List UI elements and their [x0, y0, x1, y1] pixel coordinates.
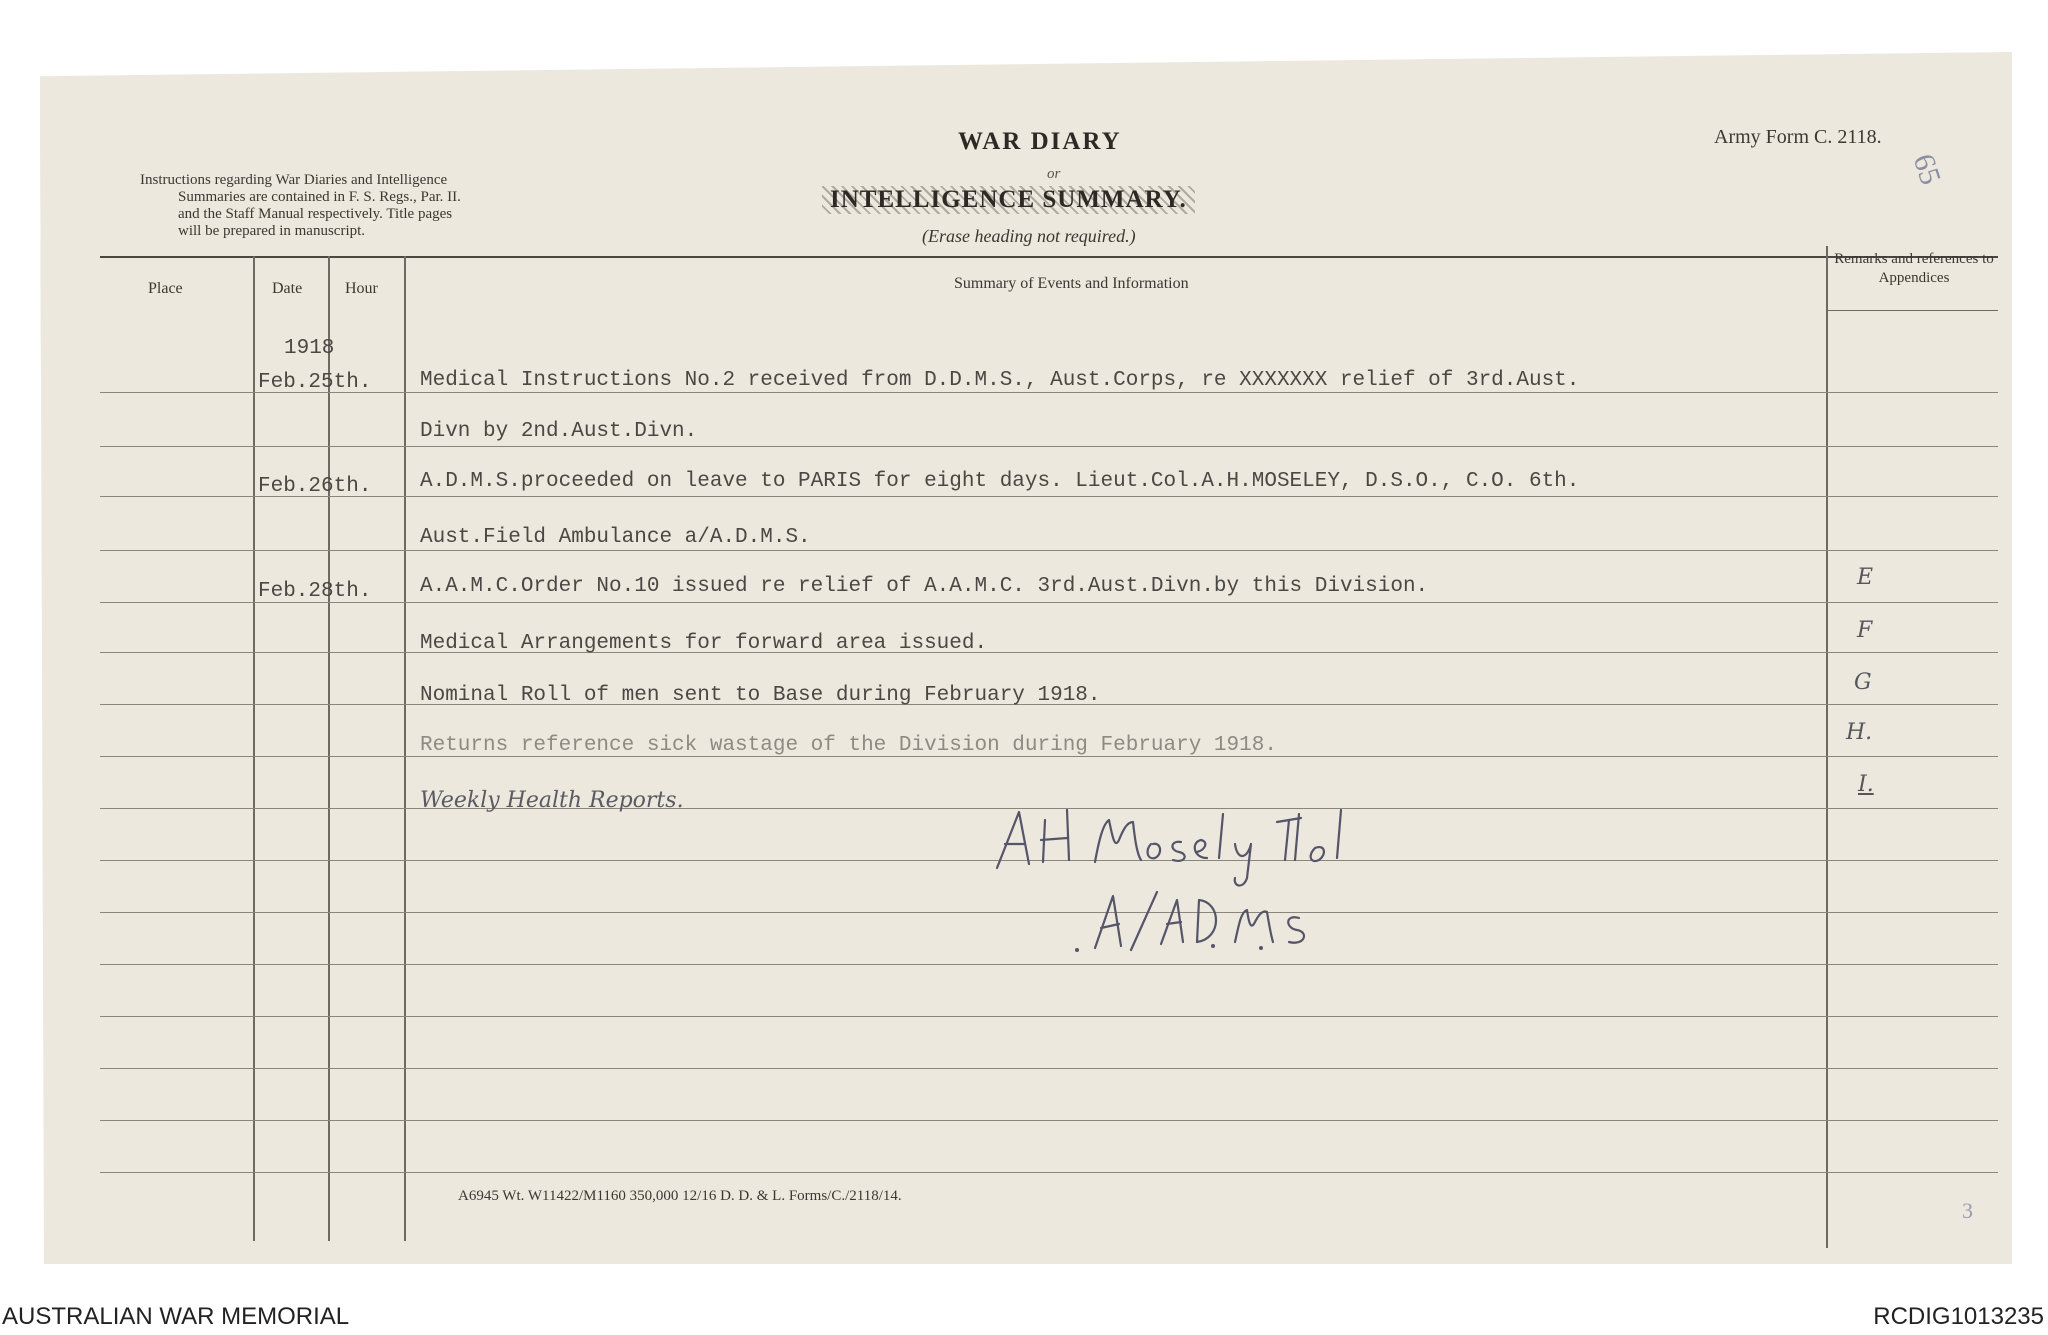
appendix-ref: F: [1857, 618, 1873, 643]
footer-archive-name: AUSTRALIAN WAR MEMORIAL: [2, 1303, 350, 1330]
entry-text: A.A.M.C.Order No.10 issued re relief of A.A.M.C. 3rd.Aust.Divn.by this Division.: [420, 575, 1429, 598]
footer-record-id: RCDIG1013235: [1873, 1303, 2044, 1330]
entry-date: Feb.26th.: [258, 475, 372, 498]
row-rule: [100, 652, 1998, 653]
entry-text: Divn by 2nd.Aust.Divn.: [420, 420, 698, 443]
signature: [985, 800, 1545, 970]
appendix-ref: I.: [1858, 772, 1874, 797]
army-form-number: Army Form C. 2118.: [1714, 126, 1882, 148]
date-column-divider: [328, 256, 330, 1241]
row-rule: [100, 1016, 1998, 1017]
column-header-date: Date: [272, 280, 303, 297]
row-rule: [100, 392, 1998, 393]
hour-column-divider: [404, 256, 406, 1241]
printer-imprint: A6945 Wt. W11422/M1160 350,000 12/16 D. D. & L. Forms/C./2118/14.: [458, 1188, 902, 1204]
remarks-column-divider: [1826, 246, 1828, 1248]
header-bottom-rule: [1828, 310, 1998, 311]
row-rule: [100, 1172, 1998, 1173]
instructions-line-3: and the Staff Manual respectively. Title pages: [178, 206, 453, 222]
row-rule: [100, 550, 1998, 551]
corner-mark: 3: [1962, 1198, 1973, 1223]
entry-text: Medical Instructions No.2 received from D.D.M.S., Aust.Corps, re XXXXXXX relief of 3rd.Aust.: [420, 369, 1580, 392]
appendix-ref: H.: [1846, 720, 1873, 745]
column-header-hour: Hour: [345, 280, 378, 297]
appendix-ref: E: [1857, 565, 1874, 590]
form-title-or: or: [1047, 166, 1061, 182]
row-rule: [100, 1120, 1998, 1121]
instructions-line-4: will be prepared in manuscript.: [178, 223, 366, 239]
instructions-note: [140, 172, 600, 240]
form-title: WAR DIARY: [958, 128, 1122, 155]
entry-text: Medical Arrangements for forward area issued.: [420, 632, 988, 655]
row-rule: [100, 602, 1998, 603]
row-rule: [100, 1068, 1998, 1069]
table-top-rule: [100, 256, 1998, 258]
entry-text: Nominal Roll of men sent to Base during February 1918.: [420, 684, 1101, 707]
appendix-ref: G: [1854, 670, 1872, 695]
entry-year: 1918: [284, 337, 335, 360]
row-rule: [100, 496, 1998, 497]
folio-number: 65: [1906, 150, 1948, 189]
instructions-line-2: Summaries are contained in F. S. Regs., Par. II.: [178, 189, 461, 205]
erase-note: (Erase heading not required.): [922, 226, 1136, 246]
entry-text: Aust.Field Ambulance a/A.D.M.S.: [420, 526, 811, 549]
column-header-place: Place: [148, 280, 183, 297]
column-header-remarks: Remarks and references to Appendices: [1834, 251, 1994, 286]
row-rule: [100, 446, 1998, 447]
entry-handwritten: Weekly Health Reports.: [420, 788, 684, 813]
entry-text: Returns reference sick wastage of the Division during February 1918.: [420, 734, 1277, 757]
place-column-divider: [253, 256, 255, 1241]
entry-date: Feb.28th.: [258, 580, 372, 603]
entry-date: Feb.25th.: [258, 371, 372, 394]
column-header-summary: Summary of Events and Information: [954, 275, 1189, 292]
entry-text: A.D.M.S.proceeded on leave to PARIS for eight days. Lieut.Col.A.H.MOSELEY, D.S.O., C.O. 6th.: [420, 470, 1580, 493]
form-subtitle: INTELLIGENCE SUMMARY.: [822, 186, 1195, 214]
instructions-line-1: Instructions regarding War Diaries and Intelligence: [140, 172, 448, 188]
